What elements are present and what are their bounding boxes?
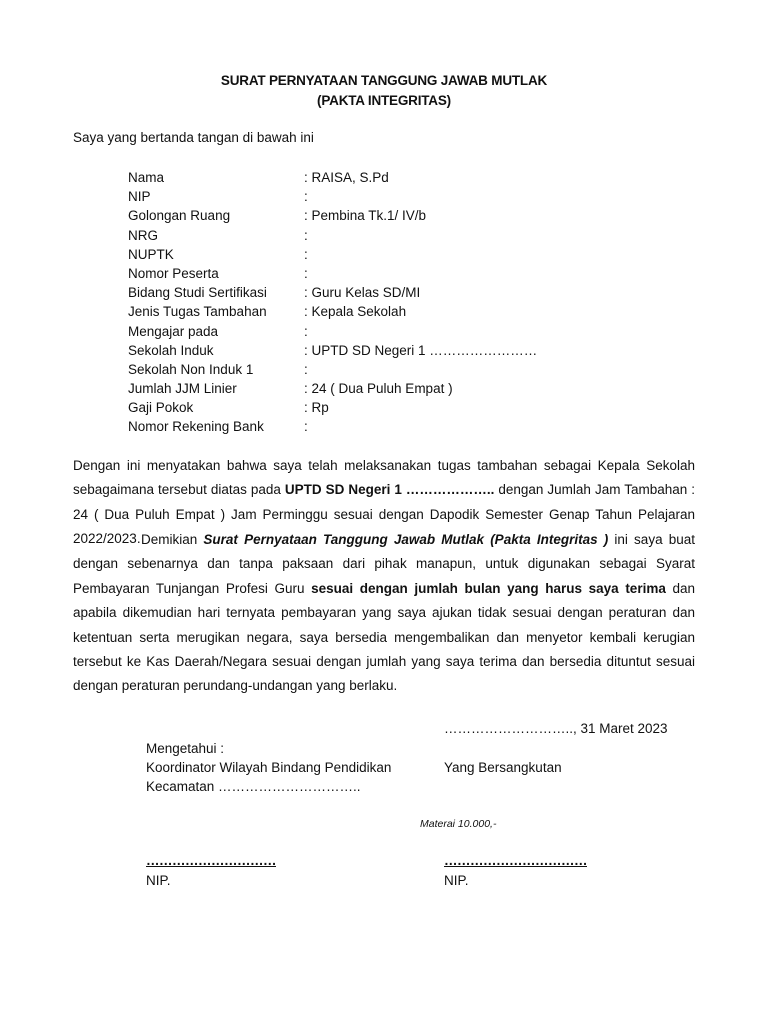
closing-text: Demikian bbox=[141, 532, 204, 547]
statement-text: Dengan ini menyatakan bahwa saya telah melaksanakan tugas tambahan sebagai Kepala Sekolah sebagaimana tersebut diatas pada bbox=[73, 458, 695, 498]
field-row bbox=[128, 398, 648, 417]
document-subtitle: (PAKTA INTEGRITAS) bbox=[317, 93, 451, 108]
koordinator-label: Koordinator Wilayah Bindang Pendidikan bbox=[146, 760, 392, 775]
field-value: : bbox=[304, 265, 308, 281]
field-row bbox=[128, 264, 648, 283]
mengetahui-label: Mengetahui : bbox=[146, 741, 225, 756]
kecamatan-label: Kecamatan ………………………….. bbox=[146, 779, 361, 794]
left-nip: NIP. bbox=[146, 873, 171, 888]
field-label: Nomor Peserta bbox=[128, 265, 219, 281]
intro-text: Saya yang bertanda tangan di bawah ini bbox=[73, 130, 314, 145]
field-value: : bbox=[304, 323, 308, 339]
closing-paragraph bbox=[73, 528, 695, 699]
field-row bbox=[128, 341, 648, 360]
field-row bbox=[128, 187, 648, 206]
field-label: NUPTK bbox=[128, 246, 174, 262]
field-label: Sekolah Non Induk 1 bbox=[128, 361, 254, 377]
field-value: : 24 ( Dua Puluh Empat ) bbox=[304, 381, 453, 397]
document-name-emphasis: Surat Pernyataan Tanggung Jawab Mutlak (Pakta Integritas ) bbox=[203, 532, 609, 547]
identity-fields bbox=[128, 168, 648, 437]
field-label: Golongan Ruang bbox=[128, 208, 231, 224]
field-row bbox=[128, 226, 648, 245]
field-label: Jenis Tugas Tambahan bbox=[128, 304, 267, 320]
field-value: : bbox=[304, 246, 308, 262]
field-row bbox=[128, 417, 648, 436]
yang-bersangkutan-label: Yang Bersangkutan bbox=[444, 760, 562, 775]
field-value: : bbox=[304, 419, 308, 435]
field-value: : UPTD SD Negeri 1 …………………… bbox=[304, 342, 538, 358]
field-value: : bbox=[304, 227, 308, 243]
field-label: Nama bbox=[128, 170, 165, 185]
field-row bbox=[128, 322, 648, 341]
closing-text: ini saya buat dengan sebenarnya dan tanpa paksaan dari pihak manapun, untuk digunakan sebagai Syarat Pembayaran Tunjangan Profesi Guru bbox=[73, 532, 695, 596]
field-value: : RAISA, S.Pd bbox=[304, 170, 389, 185]
emphasis-text: sesuai dengan jumlah bulan yang harus saya terima bbox=[311, 580, 666, 596]
field-label: Sekolah Induk bbox=[128, 342, 214, 358]
right-nip: NIP. bbox=[444, 873, 469, 888]
field-value: : Pembina Tk.1/ IV/b bbox=[304, 208, 427, 224]
field-label: Bidang Studi Sertifikasi bbox=[128, 285, 267, 301]
field-label: Nomor Rekening Bank bbox=[128, 419, 264, 435]
field-label: NIP bbox=[128, 189, 151, 205]
field-row bbox=[128, 283, 648, 302]
statement-text: dengan Jumlah Jam Tambahan : 24 ( Dua Puluh Empat ) Jam Perminggu sesuai dengan Dapodik Semester Genap Tahun Pelajaran 2022/2023. bbox=[73, 482, 695, 547]
document-title: SURAT PERNYATAAN TANGGUNG JAWAB MUTLAK bbox=[220, 73, 548, 88]
field-label: Jumlah JJM Linier bbox=[128, 381, 237, 397]
closing-text: dan apabila dikemudian hari ternyata pembayaran yang saya ajukan tidak sesuai dengan peraturan dan ketentuan serta merugikan negara, saya bersedia mengembalikan dan menyetor kembali kerugian tersebut ke Kas Daerah/Negara sesuai dengan jumlah yang saya terima dan bersedia dituntut sesuai dengan peraturan perundang-undangan yang berlaku. bbox=[73, 580, 695, 694]
field-row bbox=[128, 360, 648, 379]
field-value: : Kepala Sekolah bbox=[304, 304, 407, 320]
field-label: Gaji Pokok bbox=[128, 400, 194, 416]
field-row bbox=[128, 245, 648, 264]
field-value: : Rp bbox=[304, 400, 329, 416]
place-date: ……………………….., 31 Maret 2023 bbox=[444, 721, 668, 736]
school-name: UPTD SD Negeri 1 ……………….. bbox=[284, 482, 495, 498]
field-row bbox=[128, 379, 648, 398]
materai-note: Materai 10.000,- bbox=[420, 818, 497, 830]
field-row bbox=[128, 302, 648, 321]
field-label: NRG bbox=[128, 227, 158, 243]
field-value: : Guru Kelas SD/MI bbox=[304, 285, 421, 301]
field-value: : bbox=[304, 189, 308, 205]
right-signature-line: …………………………… bbox=[444, 853, 587, 868]
field-row bbox=[128, 206, 648, 225]
field-label: Mengajar pada bbox=[128, 323, 219, 339]
field-value: : bbox=[304, 361, 308, 377]
left-signature-line: ………………………… bbox=[146, 853, 276, 868]
field-row bbox=[128, 168, 648, 187]
